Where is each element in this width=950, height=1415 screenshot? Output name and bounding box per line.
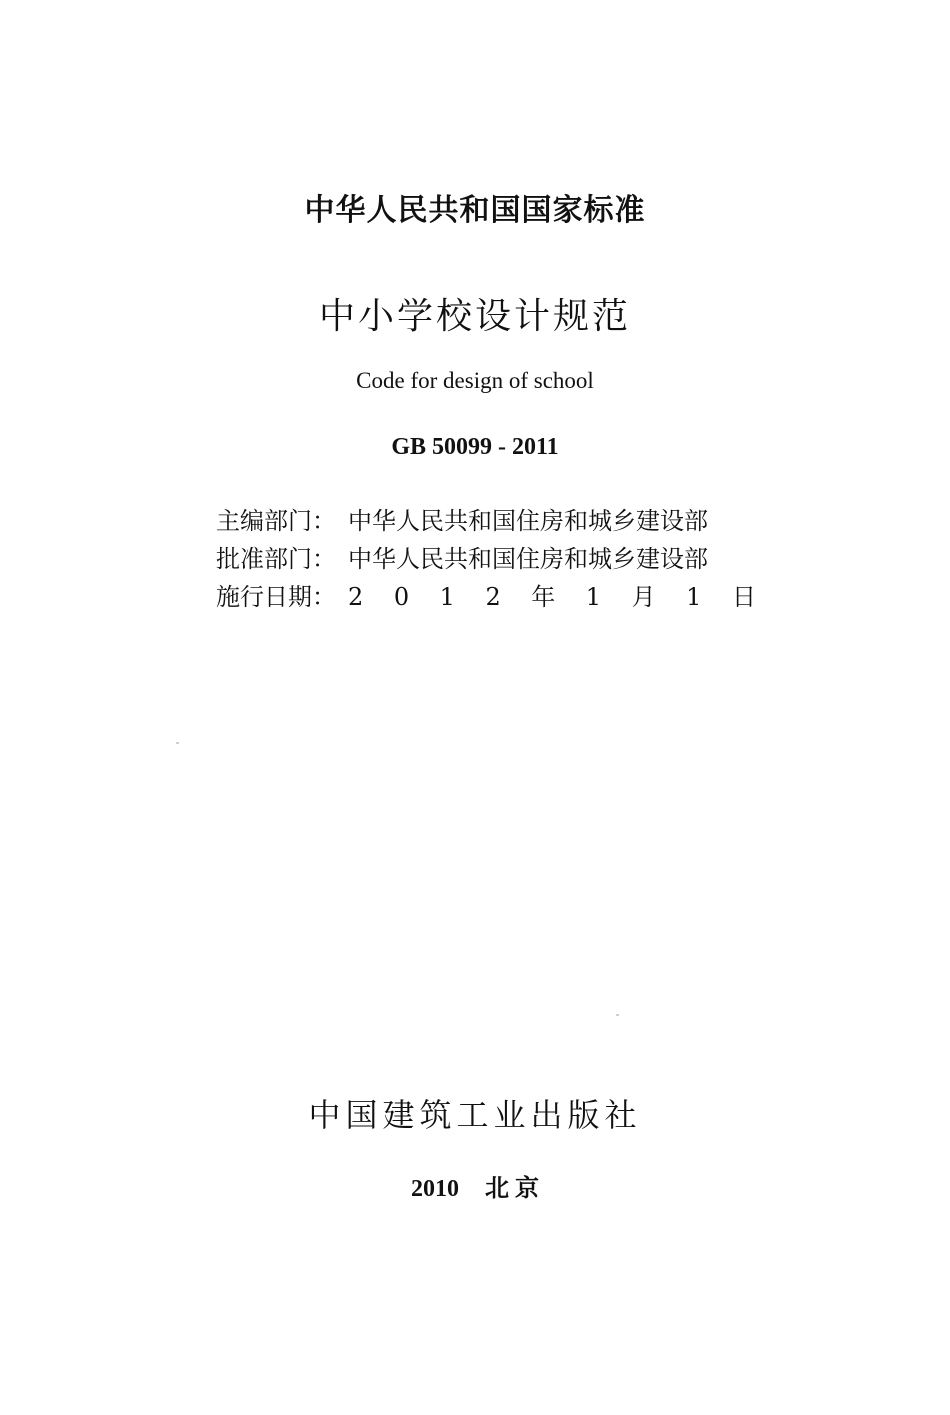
chinese-title: 中小学校设计规范 [318,296,631,337]
date-year-digit-1: 2 [348,583,364,611]
effective-date-value [348,578,756,616]
effective-date-label: 施行日期： [216,583,336,611]
publisher-name: 中国建筑工业出版社 [308,1096,642,1134]
approver-row [216,540,756,578]
effective-date-row [216,578,756,616]
scan-speck [616,1014,619,1016]
date-year-digit-3: 1 [439,583,455,611]
editor-row [216,502,756,540]
date-year-digit-4: 2 [485,583,501,611]
editor-label: 主编部门： [216,507,336,535]
publication-city: 北 京 [485,1176,539,1202]
editor-value: 中华人民共和国住房和城乡建设部 [348,507,708,535]
date-day: 1 [686,583,702,611]
scan-speck [176,742,179,744]
national-standard-heading: 中华人民共和国国家标准 [304,193,646,228]
publication-line [0,1168,950,1203]
standard-code: GB 50099 - 2011 [391,434,559,460]
date-month: 1 [585,583,602,611]
publication-year: 2010 [411,1176,459,1202]
date-day-unit: 日 [731,583,756,611]
date-year-digit-2: 0 [393,583,410,611]
standard-info-block [216,502,756,616]
date-year-unit: 年 [531,583,556,611]
approver-label: 批准部门： [216,545,336,573]
date-month-unit: 月 [631,583,656,611]
approver-value: 中华人民共和国住房和城乡建设部 [348,545,708,573]
english-title: Code for design of school [356,368,594,393]
